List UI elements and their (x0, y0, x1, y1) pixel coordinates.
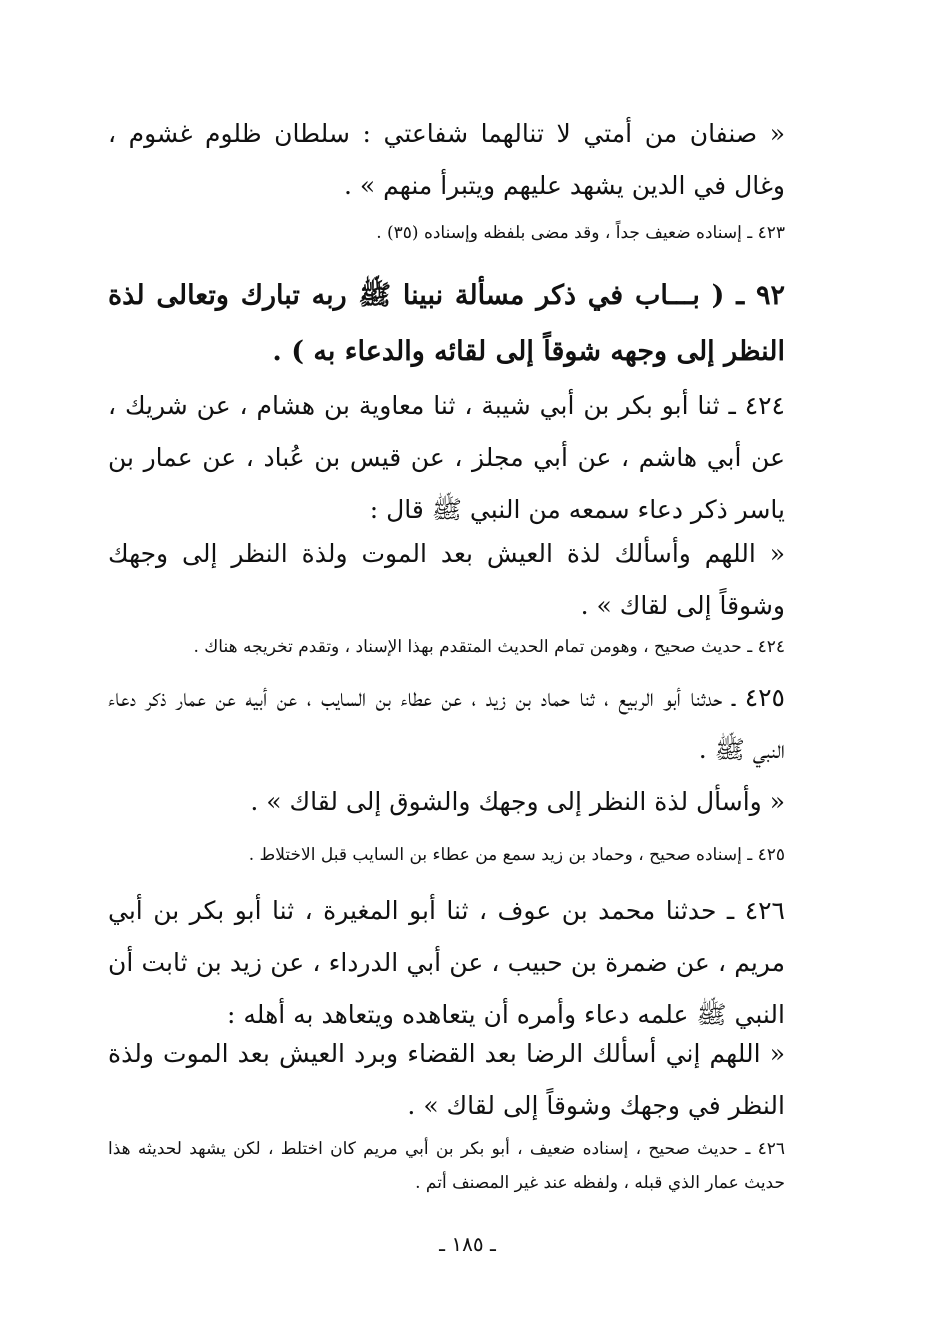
hadith-matn-425: « وأسأل لذة النظر إلى وجهك والشوق إلى لقاك » . (250, 787, 785, 816)
footnote-425: ٤٢٥ ـ إسناده صحيح ، وحماد بن زيد سمع من عطاء بن السايب قبل الاختلاط . (248, 845, 785, 865)
hadith-isnad-424: ٤٢٤ ـ ثنا أبو بكر بن أبي شيبة ، ثنا معاوية بن هشام ، عن شريك ، عن أبي هاشم ، عن أبي مجلز ، عن قيس بن عُباد ، عن عمار بن ياسر ذكر دعاء سمعه من النبي ﷺ قال : (108, 391, 785, 524)
footnote-424: ٤٢٤ ـ حديث صحيح ، وهومن تمام الحديث المتقدم بهذا الإسناد ، وتقدم تخريجه هناك . (193, 637, 785, 657)
footnote-426: ٤٢٦ ـ حديث صحيح ، إسناده ضعيف ، أبو بكر بن أبي مريم كان اختلط ، لكن يشهد لحديثه هذا حديث عمار الذي قبله ، ولفظه عند غير المصنف أتم . (108, 1139, 785, 1193)
hadith-matn-424: « اللهم وأسألك لذة العيش بعد الموت ولذة النظر إلى وجهك وشوقاً إلى لقاك » . (108, 539, 785, 620)
hadith-isnad-425: ٤٢٥ ـ حدثنا أبو الربيع ، ثنا حماد بن زيد ، عن عطاء بن السايب ، عن أبيه عن عمار ذكر دعاء النبي ﷺ . (108, 683, 785, 764)
hadith-matn-426: « اللهم إني أسألك الرضا بعد القضاء وبرد العيش بعد الموت ولذة النظر في وجهك وشوقاً إلى لقاك » . (108, 1039, 785, 1120)
hadith-text-423: « صنفان من أمتي لا تنالهما شفاعتي : سلطان ظلوم غشوم ، وغال في الدين يشهد عليهم ويتبرأ منهم » . (108, 119, 785, 200)
chapter-heading-92: ٩٢ ـ ( بـــاب في ذكر مسألة نبينا ﷺ ربه تبارك وتعالى لذة النظر إلى وجهه شوقاً إلى لقائه والدعاء به ) . (108, 280, 785, 367)
footnote-423: ٤٢٣ ـ إسناده ضعيف جداً ، وقد مضى بلفظه وإسناده (٣٥) . (376, 223, 785, 243)
page-number: ـ ١٨٥ ـ (439, 1232, 496, 1256)
hadith-isnad-426: ٤٢٦ ـ حدثنا محمد بن عوف ، ثنا أبو المغيرة ، ثنا أبو بكر بن أبي مريم ، عن ضمرة بن حبيب ، عن أبي الدرداء ، عن زيد بن ثابت أن النبي ﷺ علمه دعاء وأمره أن يتعاهده ويتعاهد به أهله : (108, 896, 785, 1029)
